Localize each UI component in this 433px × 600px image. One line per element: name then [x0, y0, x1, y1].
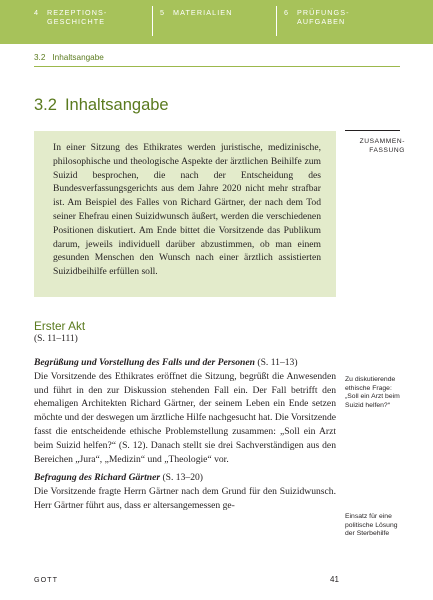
tab-number: 5 — [160, 8, 166, 17]
tab-label: REZEPTIONS- GESCHICHTE — [47, 8, 108, 26]
act-pages: (S. 11–111) — [34, 334, 78, 344]
tab-number: 6 — [284, 8, 290, 17]
margin-note: Zu diskutierende ethische Frage: „Soll ein Arzt beim Suizid helfen?“ — [345, 376, 400, 409]
subsection-heading: Befragung des Richard Gärtner (S. 13–20) — [34, 472, 203, 484]
tab-divider — [152, 6, 153, 36]
summary-text: In einer Sitzung des Ethikrates werden juristische, medizinische, philosophische und theologische Aspekte der ärztlichen Beihilfe zum Suizid besprochen, die nach der Entscheidung des Bundesverfassungsgerichts aus dem Jahre 2020 nicht mehr strafbar ist. Am Beispiel des Falles von Richard Gärtner, der nach dem Tod seiner Ehefrau einen Suizidwunsch äußert, werden die verschiedenen Positionen diskutiert. Am Ende bittet die Vorsitzende das Publikum darum, jeweils individuell darüber abzustimmen, ob man einem gesunden Menschen den Wunsch nach einer ärztlich assistierten Suizidbeihilfe erfüllen soll. — [53, 142, 321, 278]
page-number: 41 — [330, 575, 339, 584]
section-title: Inhaltsangabe — [64, 96, 169, 114]
breadcrumb-title: Inhaltsangabe — [52, 53, 104, 62]
margin-note: Einsatz für eine politische Lösung der Sterbehilfe — [345, 513, 398, 538]
paragraph: Die Vorsitzende fragte Herrn Gärtner nach dem Grund für den Suizidwunsch. Herr Gärtner führt aus, dass er altersangemessen ge- — [34, 486, 336, 511]
chapter-tab-bar — [0, 0, 433, 44]
section-heading — [34, 96, 169, 115]
footer-author: GOTT — [34, 575, 58, 584]
subsection-heading: Begrüßung und Vorstellung des Falls und der Personen (S. 11–13) — [34, 357, 298, 368]
body-text — [34, 352, 336, 513]
sidebar-label-zusammenfassung: ZUSAMMEN- FASSUNG — [359, 138, 405, 154]
breadcrumb-rule — [34, 66, 400, 67]
tab-label: MATERIALIEN — [173, 8, 233, 17]
section-number: 3.2 — [34, 96, 57, 114]
breadcrumb — [34, 53, 104, 62]
paragraph: Die Vorsitzende des Ethikrates eröffnet die Sitzung, begrüßt die Anwesenden und führt in den zur Diskussion stehenden Fall ein. Der Fall betrifft den ehemaligen Architekten Richard Gärtner, der seinem Leben ein Ende setzen möchte und der deswegen um ärztliche Hilfe nachgesucht hat. Die Vorsitzende fasst die entscheidende ethische Problemstellung zusammen: „Soll ein Arzt beim Suizid helfen?“ (S. 12). Danach stellt sie drei Sachverständigen aus den Bereichen „Jura“, „Medizin“ und „Theologie“ vor. — [34, 370, 337, 465]
act-heading: Erster Akt — [34, 319, 86, 333]
breadcrumb-number: 3.2 — [34, 53, 46, 62]
sidebar-rule — [345, 130, 400, 131]
tab-number: 4 — [34, 8, 40, 17]
tab-label: PRÜFUNGS- AUFGABEN — [297, 8, 350, 26]
tab-divider — [276, 6, 277, 36]
summary-box — [34, 131, 336, 297]
